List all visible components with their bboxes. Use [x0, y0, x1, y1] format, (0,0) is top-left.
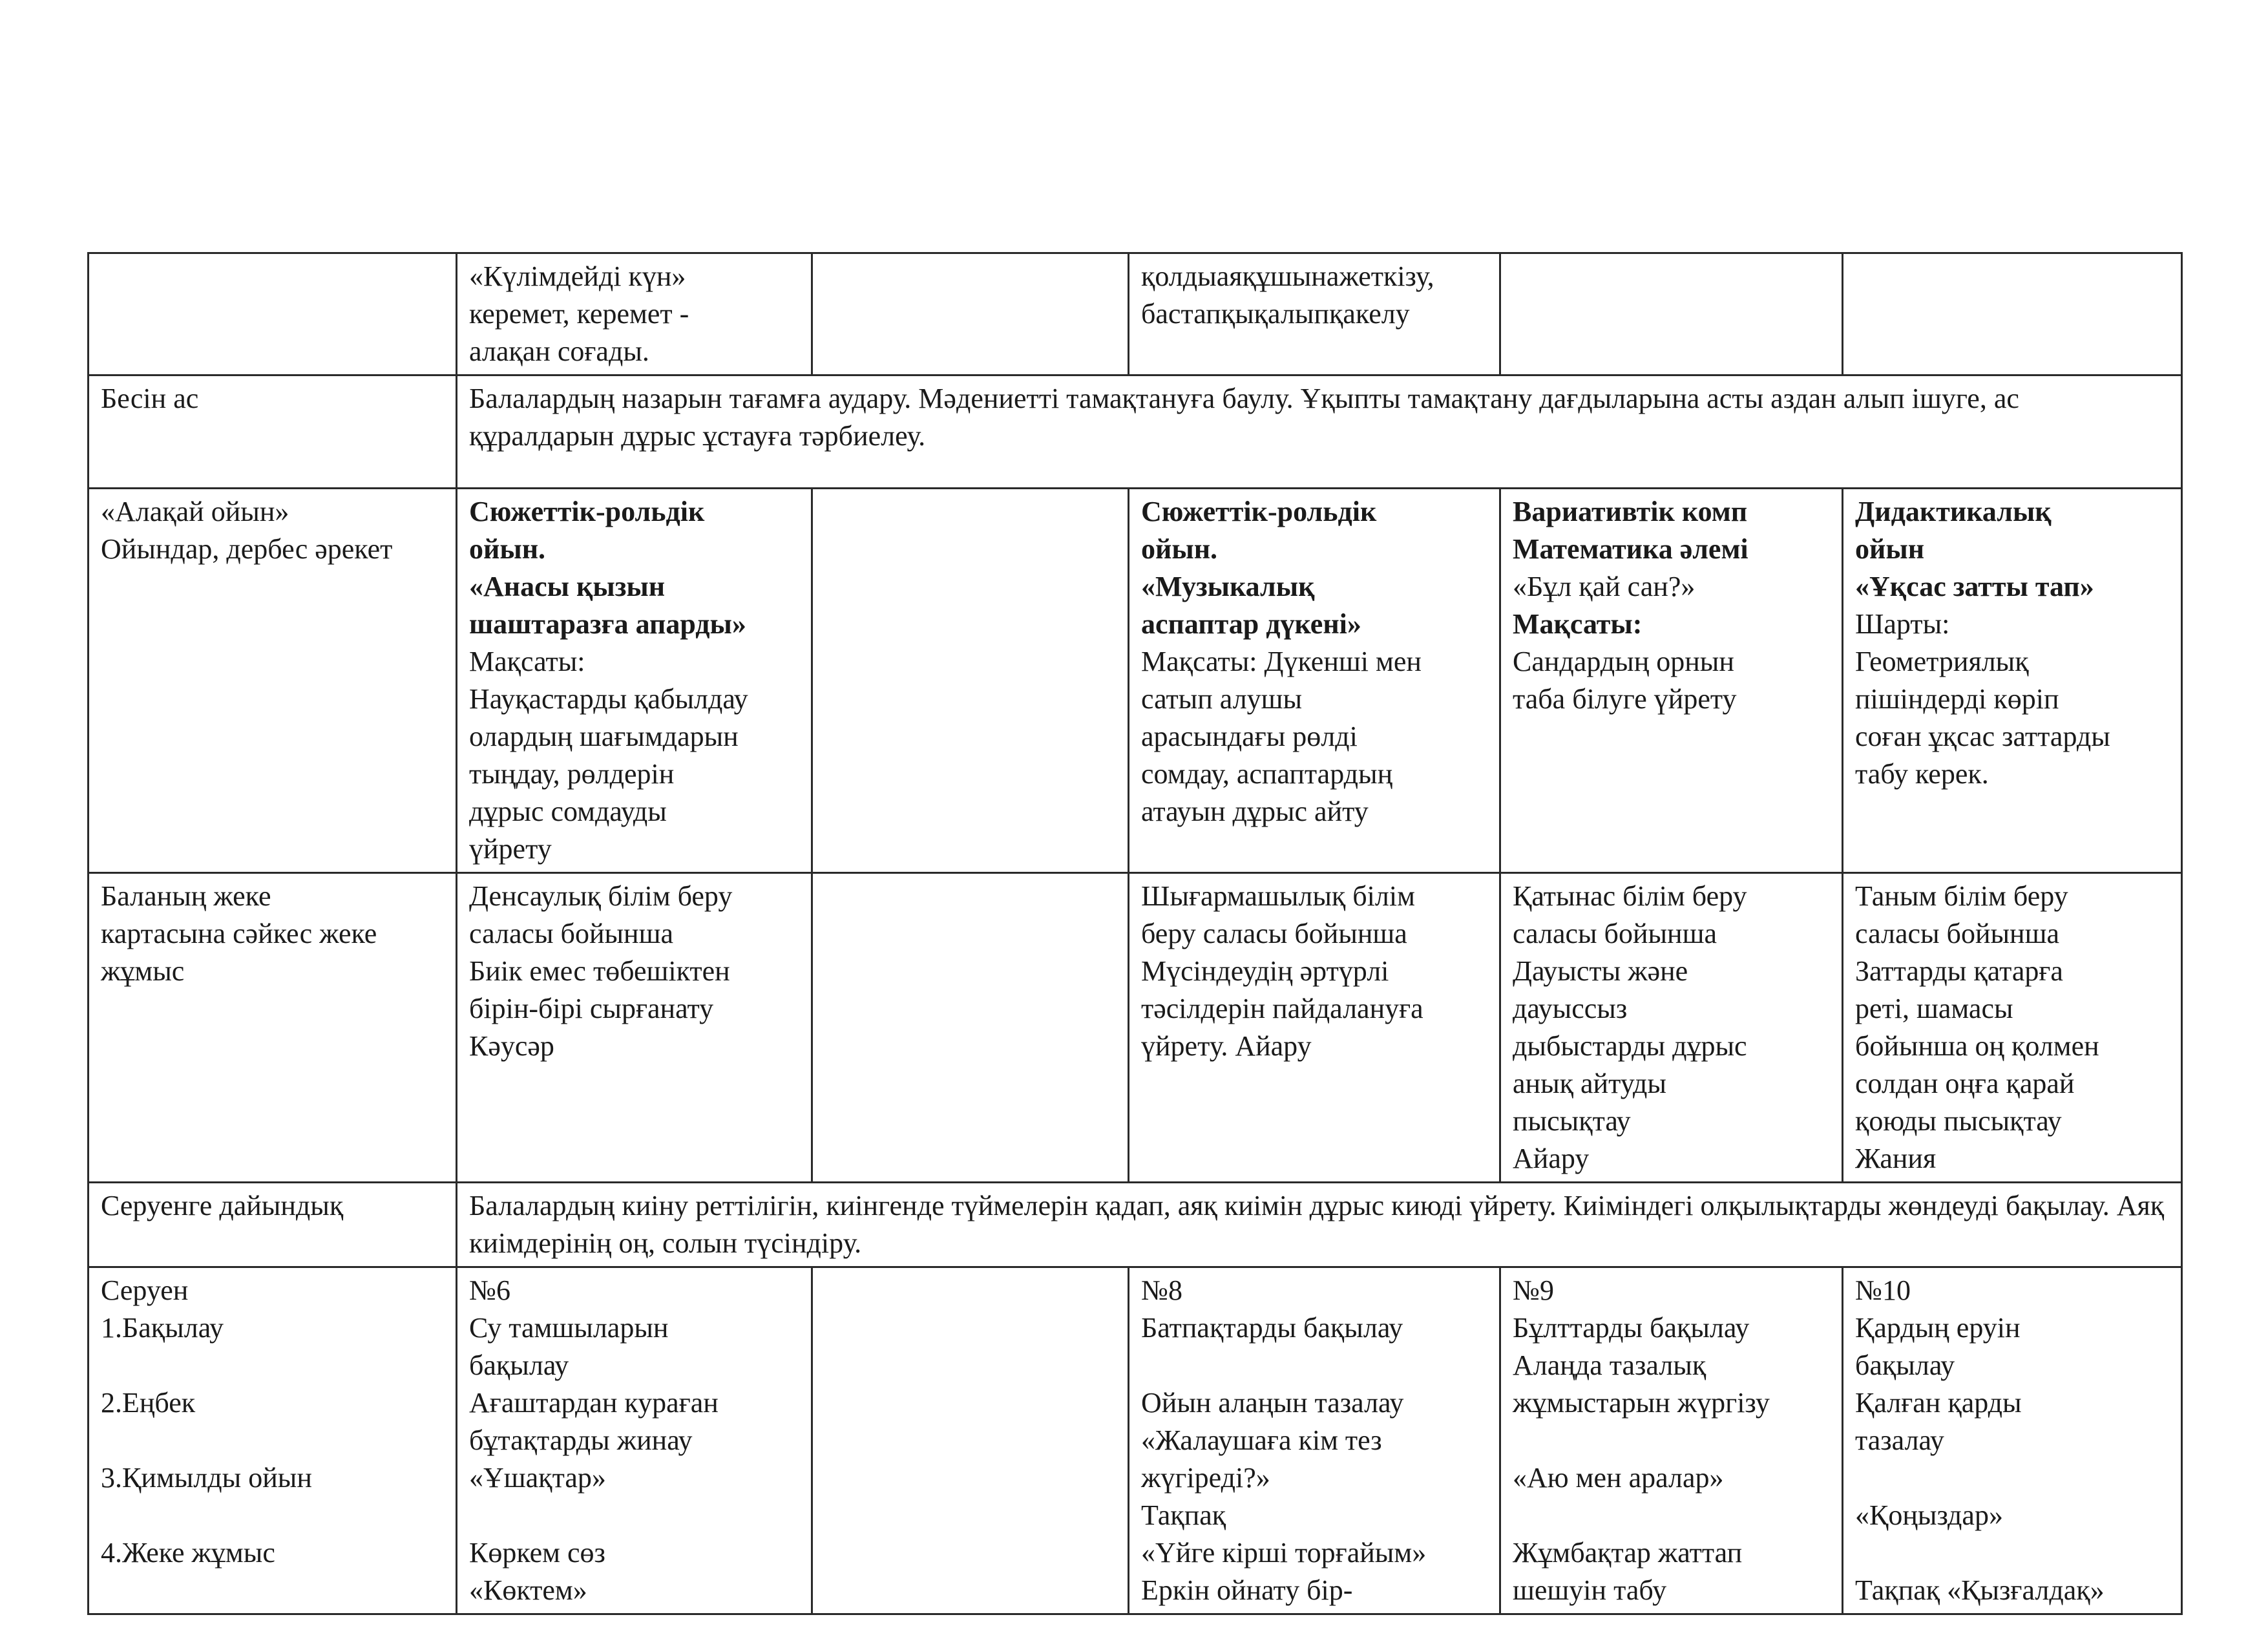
- table-cell: [457, 873, 812, 1183]
- cell-text-line: жүгіреді?»: [1141, 1462, 1270, 1494]
- cell-text-line: Дауысты және: [1513, 955, 1688, 987]
- cell-text-line: солдан оңға қарай: [1855, 1068, 2075, 1099]
- cell-text-line: Таным білім беру: [1855, 880, 2068, 912]
- cell-text-line: бірін-бірі сырғанату: [469, 993, 714, 1024]
- cell-text-line: тәсілдерін пайдалануға: [1141, 993, 1423, 1024]
- cell-text-line: картасына сәйкес жеке: [101, 918, 377, 949]
- cell-heading-line: Математика әлемі: [1513, 533, 1748, 565]
- cell-text-line: сатып алушы: [1141, 683, 1303, 715]
- cell-text-line: реті, шамасы: [1855, 993, 2013, 1024]
- cell-text-line: жұмыс: [101, 955, 185, 987]
- table-cell: [1500, 253, 1843, 375]
- cell-text-line: дауыссыз: [1513, 993, 1628, 1024]
- cell-text-line: анық айтуды: [1513, 1068, 1666, 1099]
- cell-text-line: 4.Жеке жұмыс: [101, 1537, 275, 1569]
- cell-heading-line: Сюжеттік-рольдік: [469, 496, 705, 527]
- cell-heading-line: Дидактикалық: [1855, 496, 2052, 527]
- plan-table-body: [89, 253, 2182, 1614]
- table-cell: [812, 1267, 1129, 1614]
- cell-text-line: үйрету: [469, 833, 552, 865]
- cell-heading-line: «Музыкалық: [1141, 571, 1315, 602]
- table-row: [89, 1267, 2182, 1614]
- cell-text-line: соған ұқсас заттарды: [1855, 721, 2110, 752]
- cell-text-line: «Бұл қай сан?»: [1513, 571, 1696, 602]
- plan-table: [87, 252, 2183, 1615]
- cell-text-line: Тақпақ «Қызғалдақ»: [1855, 1574, 2105, 1606]
- cell-text-line: №9: [1513, 1274, 1554, 1306]
- table-row: [89, 253, 2182, 375]
- cell-text-line: қоюды пысықтау: [1855, 1105, 2062, 1137]
- cell-text-line: беру саласы бойынша: [1141, 918, 1407, 949]
- cell-text-line: «Қоңыздар»: [1855, 1499, 2003, 1531]
- cell-text-line: Бұлттарды бақылау: [1513, 1312, 1750, 1344]
- table-cell: [812, 873, 1129, 1183]
- table-row: [89, 375, 2182, 489]
- cell-text-line: бақылау: [469, 1349, 569, 1381]
- cell-text-line: саласы бойынша: [1855, 918, 2060, 949]
- cell-text-line: [1855, 1534, 2169, 1572]
- cell-text-line: Еркін ойнату бір-: [1141, 1574, 1353, 1606]
- cell-text-line: керемет, керемет -: [469, 298, 689, 330]
- cell-text-line: таба білуге үйрету: [1513, 683, 1737, 715]
- cell-text-line: Қатынас білім беру: [1513, 880, 1747, 912]
- cell-heading-line: «Анасы қызын: [469, 571, 666, 602]
- cell-text-line: саласы бойынша: [469, 918, 674, 949]
- cell-text-line: сомдау, аспаптардың: [1141, 758, 1393, 790]
- table-cell: [1500, 489, 1843, 873]
- table-cell: [812, 489, 1129, 873]
- cell-text-line: Баланың жеке: [101, 880, 271, 912]
- cell-text-line: дұрыс сомдауды: [469, 796, 667, 827]
- cell-text-line: [1513, 1422, 1830, 1459]
- cell-text-line: Ағаштардан кураған: [469, 1387, 719, 1419]
- cell-text-line: [469, 1497, 799, 1534]
- cell-text-line: Тақпақ: [1141, 1499, 1226, 1531]
- cell-text-line: Мақсаты:: [469, 646, 585, 677]
- cell-text-line: «Аю мен аралар»: [1513, 1462, 1724, 1494]
- cell-text-line: үйрету. Айару: [1141, 1030, 1312, 1062]
- merged-cell-text: Балалардың назарын тағамға аудару. Мәдениетті тамақтануға баулу. Ұқыпты тамақтану дағдыларына асты аздан алып ішуге, ас құралдарын дұрыс ұстауға тәрбиелеу.: [469, 383, 2019, 452]
- cell-text-line: табу керек.: [1855, 758, 1989, 790]
- table-cell: [457, 1267, 812, 1614]
- table-cell: [1500, 873, 1843, 1183]
- table-cell: [457, 253, 812, 375]
- cell-text-line: атауын дұрыс айту: [1141, 796, 1369, 827]
- cell-text-line: алақан соғады.: [469, 335, 649, 367]
- cell-text-line: қолдыаяқұшынажеткізу,: [1141, 260, 1434, 292]
- merged-cell: [457, 375, 2182, 489]
- cell-text-line: Жұмбақтар жаттап: [1513, 1537, 1743, 1569]
- row-label-cell: [89, 375, 457, 489]
- cell-text-line: Ойындар, дербес әрекет: [101, 533, 393, 565]
- cell-text-line: тыңдау, рөлдерін: [469, 758, 675, 790]
- row-label-cell: [89, 1183, 457, 1267]
- cell-heading-line: аспаптар дүкені»: [1141, 608, 1361, 640]
- cell-text-line: [101, 1422, 444, 1459]
- table-row: [89, 1183, 2182, 1267]
- cell-heading-line: шаштаразға апарды»: [469, 608, 746, 640]
- table-cell: [1129, 253, 1500, 375]
- cell-text-line: Алаңда тазалық: [1513, 1349, 1706, 1381]
- cell-heading-line: ойын: [1855, 533, 1925, 565]
- cell-text-line: Су тамшыларын: [469, 1312, 669, 1344]
- cell-text-line: [1855, 1459, 2169, 1497]
- cell-heading-line: ойын.: [469, 533, 546, 565]
- cell-text-line: «Алақай ойын»: [101, 496, 289, 527]
- row-label-cell: [89, 1267, 457, 1614]
- cell-text-line: «Көктем»: [469, 1574, 587, 1606]
- cell-text-line: бастапқықалыпқакелу: [1141, 298, 1410, 330]
- cell-heading-line: «Ұқсас затты тап»: [1855, 571, 2094, 602]
- cell-text-line: «Күлімдейді күн»: [469, 260, 686, 292]
- table-cell: [457, 489, 812, 873]
- table-cell: [1129, 489, 1500, 873]
- cell-heading-line: Вариативтік комп: [1513, 496, 1748, 527]
- table-cell: [1843, 253, 2182, 375]
- cell-text-line: №6: [469, 1274, 510, 1306]
- cell-heading-line: ойын.: [1141, 533, 1218, 565]
- cell-text-line: пысықтау: [1513, 1105, 1631, 1137]
- cell-text-line: Денсаулық білім беру: [469, 880, 733, 912]
- table-cell: [1843, 873, 2182, 1183]
- cell-text-line: «Үйге кірші торғайым»: [1141, 1537, 1427, 1569]
- cell-text-line: 1.Бақылау: [101, 1312, 224, 1344]
- cell-text-line: арасындағы рөлді: [1141, 721, 1358, 752]
- table-cell: [1129, 873, 1500, 1183]
- cell-text-line: бойынша оң қолмен: [1855, 1030, 2099, 1062]
- row-label-cell: [89, 253, 457, 375]
- cell-text-line: Биік емес төбешіктен: [469, 955, 730, 987]
- cell-text-line: [1141, 1347, 1487, 1384]
- table-cell: [1129, 1267, 1500, 1614]
- cell-text-line: шешуін табу: [1513, 1574, 1667, 1606]
- cell-text-line: [1513, 1497, 1830, 1534]
- table-cell: [1843, 1267, 2182, 1614]
- cell-text-line: №8: [1141, 1274, 1182, 1306]
- cell-text-line: №10: [1855, 1274, 1911, 1306]
- cell-text-line: Жания: [1855, 1143, 1937, 1174]
- cell-heading-line: Сюжеттік-рольдік: [1141, 496, 1377, 527]
- cell-text-line: «Ұшақтар»: [469, 1462, 606, 1494]
- table-row: [89, 873, 2182, 1183]
- merged-cell: [457, 1183, 2182, 1267]
- cell-text-line: Шарты:: [1855, 608, 1950, 640]
- merged-cell-text: Балалардың киіну реттілігін, киінгенде түймелерін қадап, аяқ киімін дұрыс киюді үйрету. Киіміндегі олқылықтарды жөндеуді бақылау. Аяқ киімдерінің оң, солын түсіндіру.: [469, 1190, 2165, 1259]
- cell-text-line: Заттарды қатарға: [1855, 955, 2063, 987]
- cell-text-line: дыбыстарды дұрыс: [1513, 1030, 1747, 1062]
- cell-text-line: 2.Еңбек: [101, 1387, 196, 1419]
- cell-text-line: 3.Қимылды ойын: [101, 1462, 312, 1494]
- cell-text-line: [101, 1497, 444, 1534]
- cell-text-line: бұтақтарды жинау: [469, 1424, 693, 1456]
- row-label-cell: [89, 873, 457, 1183]
- cell-text-line: тазалау: [1855, 1424, 1944, 1456]
- cell-text-line: Қардың еруін: [1855, 1312, 2021, 1344]
- cell-text-line: Ойын алаңын тазалау: [1141, 1387, 1404, 1419]
- table-row: [89, 489, 2182, 873]
- row-label-cell: [89, 489, 457, 873]
- cell-text-line: Геометриялық: [1855, 646, 2029, 677]
- cell-text-line: Көркем сөз: [469, 1537, 605, 1569]
- cell-text-line: пішіндерді көріп: [1855, 683, 2059, 715]
- cell-text-line: Серуен: [101, 1274, 189, 1306]
- cell-heading-line: Мақсаты:: [1513, 608, 1643, 640]
- cell-text-line: Мүсіндеудің әртүрлі: [1141, 955, 1389, 987]
- cell-text-line: «Жалаушаға кім тез: [1141, 1424, 1382, 1456]
- table-cell: [812, 253, 1129, 375]
- cell-text-line: Серуенге дайындық: [101, 1190, 344, 1221]
- cell-text-line: [101, 1347, 444, 1384]
- cell-text-line: жұмыстарын жүргізу: [1513, 1387, 1770, 1419]
- cell-text-line: Бесін ас: [101, 383, 199, 414]
- table-cell: [1500, 1267, 1843, 1614]
- cell-text-line: Батпақтарды бақылау: [1141, 1312, 1403, 1344]
- cell-text-line: Қалған қарды: [1855, 1387, 2022, 1419]
- cell-text-line: бақылау: [1855, 1349, 1955, 1381]
- cell-text-line: Науқастарды қабылдау: [469, 683, 748, 715]
- cell-text-line: Айару: [1513, 1143, 1590, 1174]
- cell-text-line: Сандардың орнын: [1513, 646, 1734, 677]
- table-cell: [1843, 489, 2182, 873]
- cell-text-line: саласы бойынша: [1513, 918, 1717, 949]
- cell-text-line: олардың шағымдарын: [469, 721, 739, 752]
- cell-text-line: Мақсаты: Дүкенші мен: [1141, 646, 1422, 677]
- cell-text-line: Кәусәр: [469, 1030, 554, 1062]
- cell-text-line: Шығармашылық білім: [1141, 880, 1415, 912]
